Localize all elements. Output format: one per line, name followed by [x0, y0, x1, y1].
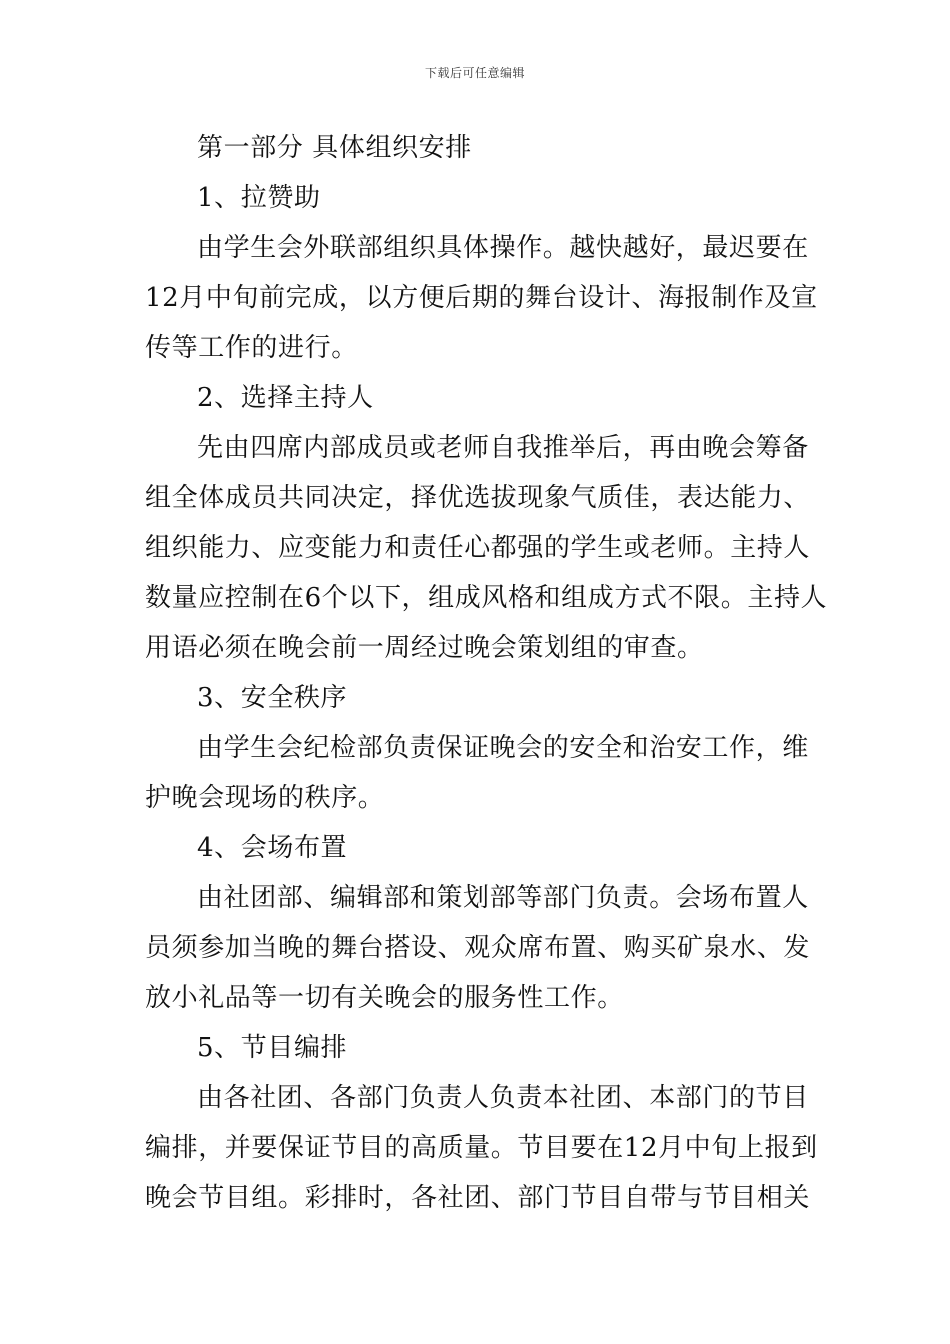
paragraph-line: 编排，并要保证节目的高质量。节目要在12月中旬上报到	[145, 1133, 818, 1163]
paragraph-line: 数量应控制在6个以下，组成风格和组成方式不限。主持人	[145, 583, 828, 613]
paragraph-line: 传等工作的进行。	[145, 333, 358, 363]
header-note: 下载后可任意编辑	[424, 66, 525, 80]
paragraph-line: 由各社团、各部门负责人负责本社团、本部门的节目	[197, 1083, 809, 1113]
paragraph-line: 放小礼品等一切有关晚会的服务性工作。	[145, 983, 624, 1013]
item-heading-security: 3、安全秩序	[197, 683, 348, 713]
paragraph-line: 护晚会现场的秩序。	[145, 783, 385, 813]
paragraph-line: 由学生会纪检部负责保证晚会的安全和治安工作，维	[197, 733, 809, 763]
item-heading-venue: 4、会场布置	[197, 833, 348, 863]
paragraph-line: 12月中旬前完成，以方便后期的舞台设计、海报制作及宣	[145, 283, 818, 313]
paragraph-line: 先由四席内部成员或老师自我推举后，再由晚会筹备	[197, 433, 809, 463]
paragraph-line: 组织能力、应变能力和责任心都强的学生或老师。主持人	[145, 533, 811, 563]
section-heading: 第一部分 具体组织安排	[197, 133, 472, 163]
paragraph-line: 晚会节目组。彩排时，各社团、部门节目自带与节目相关	[145, 1183, 811, 1213]
item-heading-sponsorship: 1、拉赞助	[197, 183, 321, 213]
paragraph-line: 用语必须在晚会前一周经过晚会策划组的审查。	[145, 633, 704, 663]
paragraph-line: 由社团部、编辑部和策划部等部门负责。会场布置人	[197, 883, 809, 913]
item-heading-host: 2、选择主持人	[197, 383, 374, 413]
paragraph-line: 组全体成员共同决定，择优选拔现象气质佳，表达能力、	[145, 483, 811, 513]
document-body	[145, 123, 828, 1223]
paragraph-line: 员须参加当晚的舞台搭设、观众席布置、购买矿泉水、发	[145, 933, 811, 963]
paragraph-line: 由学生会外联部组织具体操作。越快越好，最迟要在	[197, 233, 809, 263]
item-heading-program: 5、节目编排	[197, 1033, 348, 1063]
